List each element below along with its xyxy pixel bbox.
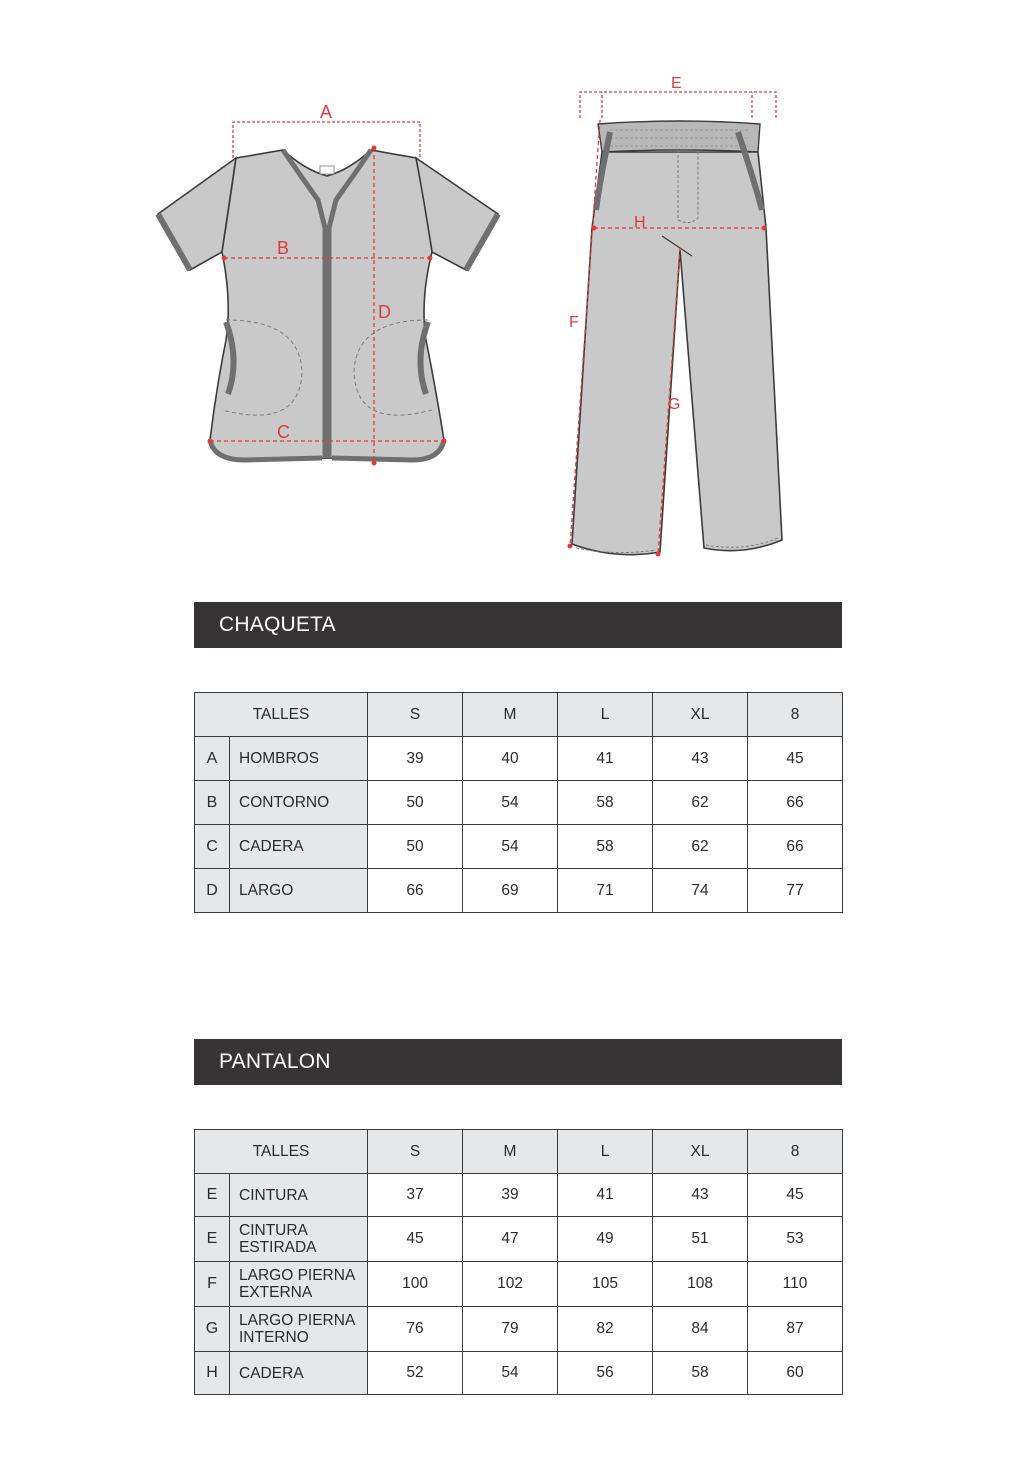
table-row bbox=[195, 1174, 843, 1217]
label-e: E bbox=[671, 75, 682, 92]
cell-value: 41 bbox=[558, 1174, 653, 1217]
cell-value: 108 bbox=[653, 1262, 748, 1307]
row-code: E bbox=[195, 1174, 230, 1217]
cell-value: 105 bbox=[558, 1262, 653, 1307]
cell-value: 100 bbox=[368, 1262, 463, 1307]
cell-value: 54 bbox=[463, 781, 558, 825]
row-code: H bbox=[195, 1352, 230, 1395]
cell-value: 39 bbox=[463, 1174, 558, 1217]
header-size: 8 bbox=[748, 693, 843, 737]
chaqueta-title-bar: CHAQUETA bbox=[194, 602, 842, 648]
label-f: F bbox=[569, 314, 579, 331]
header-label: TALLES bbox=[195, 1130, 368, 1174]
cell-value: 66 bbox=[748, 781, 843, 825]
row-label: CINTURA ESTIRADA bbox=[230, 1217, 368, 1262]
header-size: L bbox=[558, 1130, 653, 1174]
pantalon-size-table bbox=[194, 1129, 843, 1395]
row-code: B bbox=[195, 781, 230, 825]
row-label: CADERA bbox=[230, 1352, 368, 1395]
table-header-row bbox=[195, 1130, 843, 1174]
header-size: XL bbox=[653, 693, 748, 737]
label-d: D bbox=[378, 302, 391, 322]
row-code: E bbox=[195, 1217, 230, 1262]
cell-value: 45 bbox=[748, 737, 843, 781]
cell-value: 84 bbox=[653, 1307, 748, 1352]
cell-value: 45 bbox=[748, 1174, 843, 1217]
chaqueta-size-table bbox=[194, 692, 843, 913]
cell-value: 39 bbox=[368, 737, 463, 781]
table-header-row bbox=[195, 693, 843, 737]
header-size: S bbox=[368, 1130, 463, 1174]
table-row bbox=[195, 1352, 843, 1395]
cell-value: 40 bbox=[463, 737, 558, 781]
cell-value: 41 bbox=[558, 737, 653, 781]
label-c: C bbox=[277, 422, 290, 442]
table-row bbox=[195, 825, 843, 869]
cell-value: 69 bbox=[463, 869, 558, 913]
cell-value: 43 bbox=[653, 737, 748, 781]
row-code: F bbox=[195, 1262, 230, 1307]
row-code: D bbox=[195, 869, 230, 913]
header-label: TALLES bbox=[195, 693, 368, 737]
cell-value: 58 bbox=[653, 1352, 748, 1395]
cell-value: 58 bbox=[558, 825, 653, 869]
table-row bbox=[195, 1262, 843, 1307]
cell-value: 54 bbox=[463, 825, 558, 869]
cell-value: 82 bbox=[558, 1307, 653, 1352]
label-a: A bbox=[320, 102, 333, 122]
table-row bbox=[195, 1307, 843, 1352]
label-h: H bbox=[634, 214, 646, 231]
cell-value: 54 bbox=[463, 1352, 558, 1395]
cell-value: 52 bbox=[368, 1352, 463, 1395]
header-size: 8 bbox=[748, 1130, 843, 1174]
pantalon-title-bar: PANTALON bbox=[194, 1039, 842, 1085]
cell-value: 74 bbox=[653, 869, 748, 913]
cell-value: 62 bbox=[653, 781, 748, 825]
cell-value: 87 bbox=[748, 1307, 843, 1352]
header-size: M bbox=[463, 693, 558, 737]
cell-value: 56 bbox=[558, 1352, 653, 1395]
header-size: S bbox=[368, 693, 463, 737]
row-label: LARGO PIERNA INTERNO bbox=[230, 1307, 368, 1352]
cell-value: 47 bbox=[463, 1217, 558, 1262]
table-row bbox=[195, 869, 843, 913]
cell-value: 51 bbox=[653, 1217, 748, 1262]
cell-value: 37 bbox=[368, 1174, 463, 1217]
row-code: A bbox=[195, 737, 230, 781]
row-label: CADERA bbox=[230, 825, 368, 869]
table-row bbox=[195, 781, 843, 825]
row-label: LARGO PIERNA EXTERNA bbox=[230, 1262, 368, 1307]
row-label: CINTURA bbox=[230, 1174, 368, 1217]
row-label: LARGO bbox=[230, 869, 368, 913]
header-size: M bbox=[463, 1130, 558, 1174]
row-label: HOMBROS bbox=[230, 737, 368, 781]
table-row bbox=[195, 1217, 843, 1262]
cell-value: 50 bbox=[368, 825, 463, 869]
cell-value: 102 bbox=[463, 1262, 558, 1307]
cell-value: 50 bbox=[368, 781, 463, 825]
pants-drawing bbox=[572, 121, 782, 555]
garment-illustrations bbox=[0, 0, 1024, 580]
cell-value: 53 bbox=[748, 1217, 843, 1262]
header-size: XL bbox=[653, 1130, 748, 1174]
row-code: C bbox=[195, 825, 230, 869]
cell-value: 77 bbox=[748, 869, 843, 913]
label-g: G bbox=[668, 396, 681, 413]
cell-value: 60 bbox=[748, 1352, 843, 1395]
cell-value: 58 bbox=[558, 781, 653, 825]
cell-value: 66 bbox=[368, 869, 463, 913]
row-code: G bbox=[195, 1307, 230, 1352]
label-b: B bbox=[277, 238, 290, 258]
cell-value: 49 bbox=[558, 1217, 653, 1262]
header-size: L bbox=[558, 693, 653, 737]
cell-value: 45 bbox=[368, 1217, 463, 1262]
jacket-drawing bbox=[158, 150, 498, 460]
cell-value: 66 bbox=[748, 825, 843, 869]
cell-value: 71 bbox=[558, 869, 653, 913]
cell-value: 79 bbox=[463, 1307, 558, 1352]
cell-value: 110 bbox=[748, 1262, 843, 1307]
table-row bbox=[195, 737, 843, 781]
cell-value: 43 bbox=[653, 1174, 748, 1217]
cell-value: 76 bbox=[368, 1307, 463, 1352]
cell-value: 62 bbox=[653, 825, 748, 869]
row-label: CONTORNO bbox=[230, 781, 368, 825]
